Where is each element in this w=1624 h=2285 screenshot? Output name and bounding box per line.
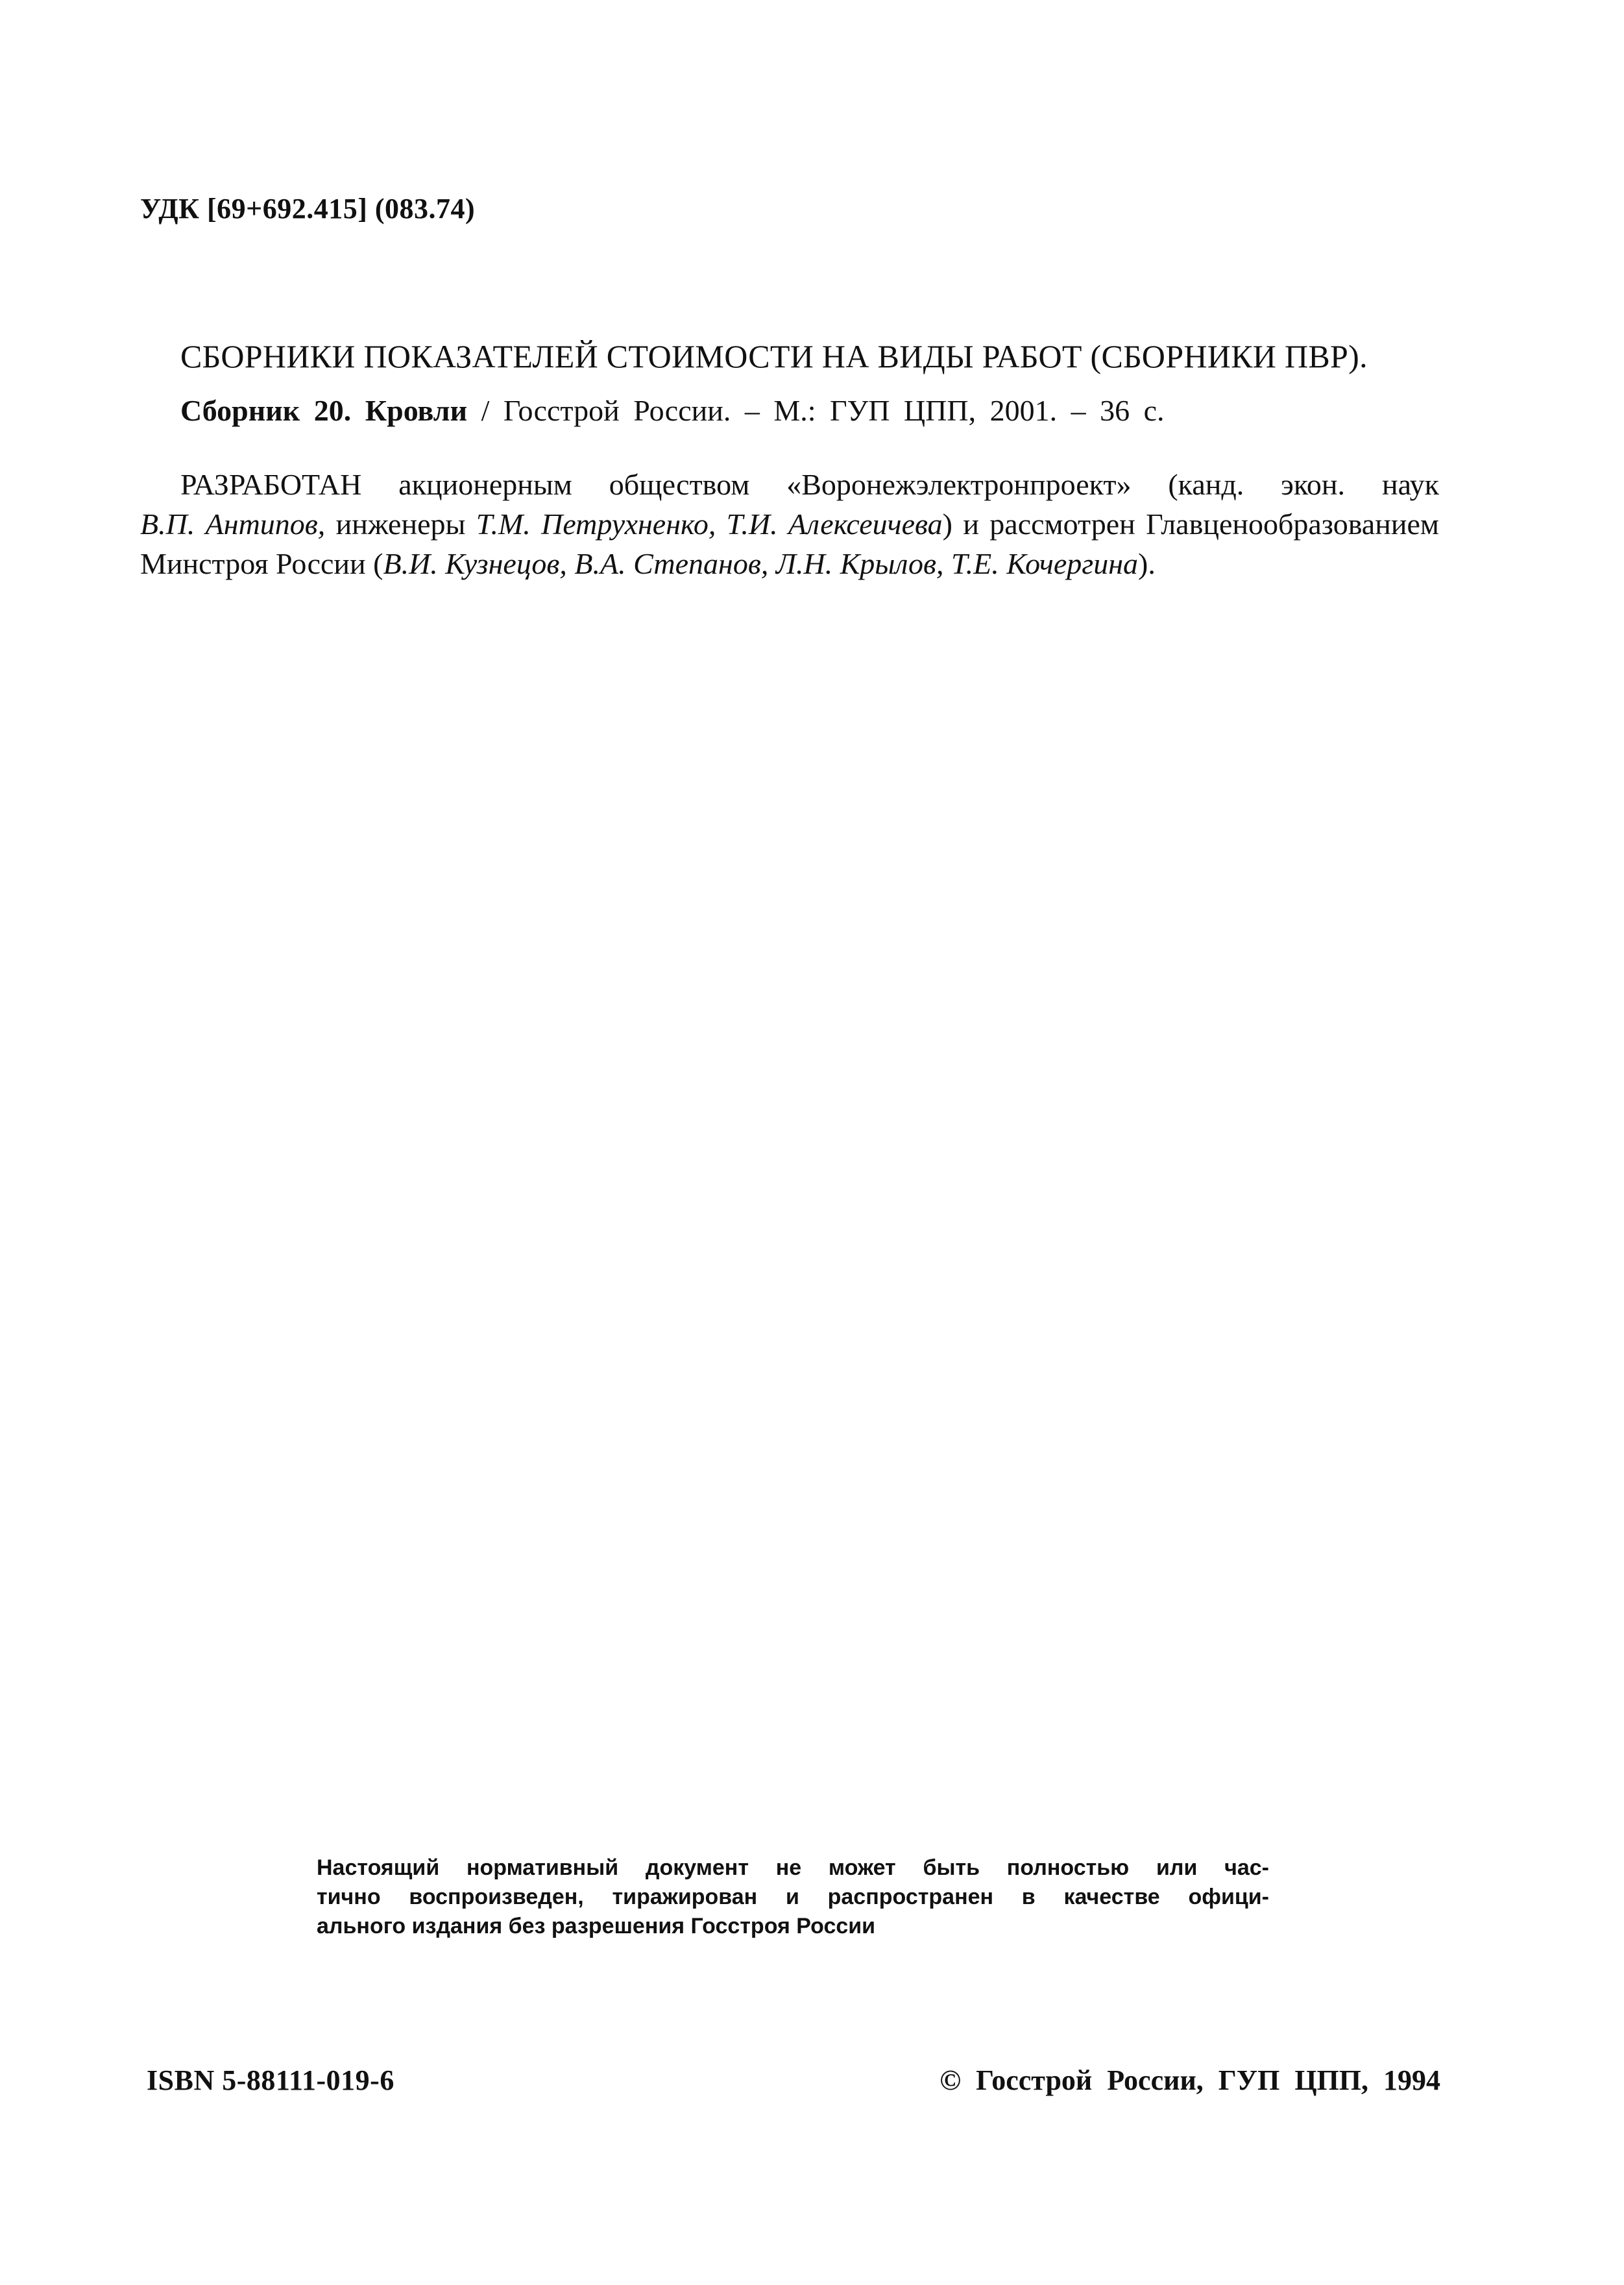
legal-notice-line-2: тично воспроизведен, тиражирован и распространен в качестве офици- bbox=[317, 1885, 1269, 1909]
developed-text: ). bbox=[1138, 547, 1156, 580]
developed-text: инженеры bbox=[325, 507, 476, 541]
developed-line-2 bbox=[140, 504, 1439, 544]
collection-title: Сборник 20. Кровли bbox=[180, 394, 468, 427]
bibliographic-details: / Госстрой России. – М.: ГУП ЦПП, 2001. – 36 с. bbox=[467, 394, 1165, 427]
developed-by-paragraph bbox=[140, 465, 1439, 583]
series-title: СБОРНИКИ ПОКАЗАТЕЛЕЙ СТОИМОСТИ НА ВИДЫ РАБОТ (СБОРНИКИ ПВР). bbox=[180, 338, 1368, 374]
developed-text: Минстроя России ( bbox=[140, 547, 383, 580]
developed-line-1: РАЗРАБОТАН акционерным обществом «Воронежэлектронпроект» (канд. экон. наук bbox=[180, 468, 1439, 501]
engineer-names: Т.М. Петрухненко, Т.И. Алексеичева bbox=[476, 507, 943, 541]
copyright: © Госстрой России, ГУП ЦПП, 1994 bbox=[939, 2064, 1440, 2096]
legal-notice-line-1: Настоящий нормативный документ не может быть полностью или час- bbox=[317, 1855, 1269, 1880]
developed-text: ) и рассмотрен Главценообразованием bbox=[942, 507, 1439, 541]
udk-code: УДК [69+692.415] (083.74) bbox=[140, 193, 476, 225]
legal-notice-line-3: ального издания без разрешения Госстроя России bbox=[317, 1914, 876, 1938]
bibliographic-line bbox=[180, 393, 1165, 428]
legal-notice bbox=[317, 1853, 1269, 1941]
developed-line-3 bbox=[140, 544, 1439, 583]
author-name: В.П. Антипов, bbox=[140, 507, 326, 541]
isbn: ISBN 5-88111-019-6 bbox=[147, 2064, 394, 2096]
reviewer-names: В.И. Кузнецов, В.А. Степанов, Л.Н. Крылов, Т.Е. Кочергина bbox=[383, 547, 1139, 580]
